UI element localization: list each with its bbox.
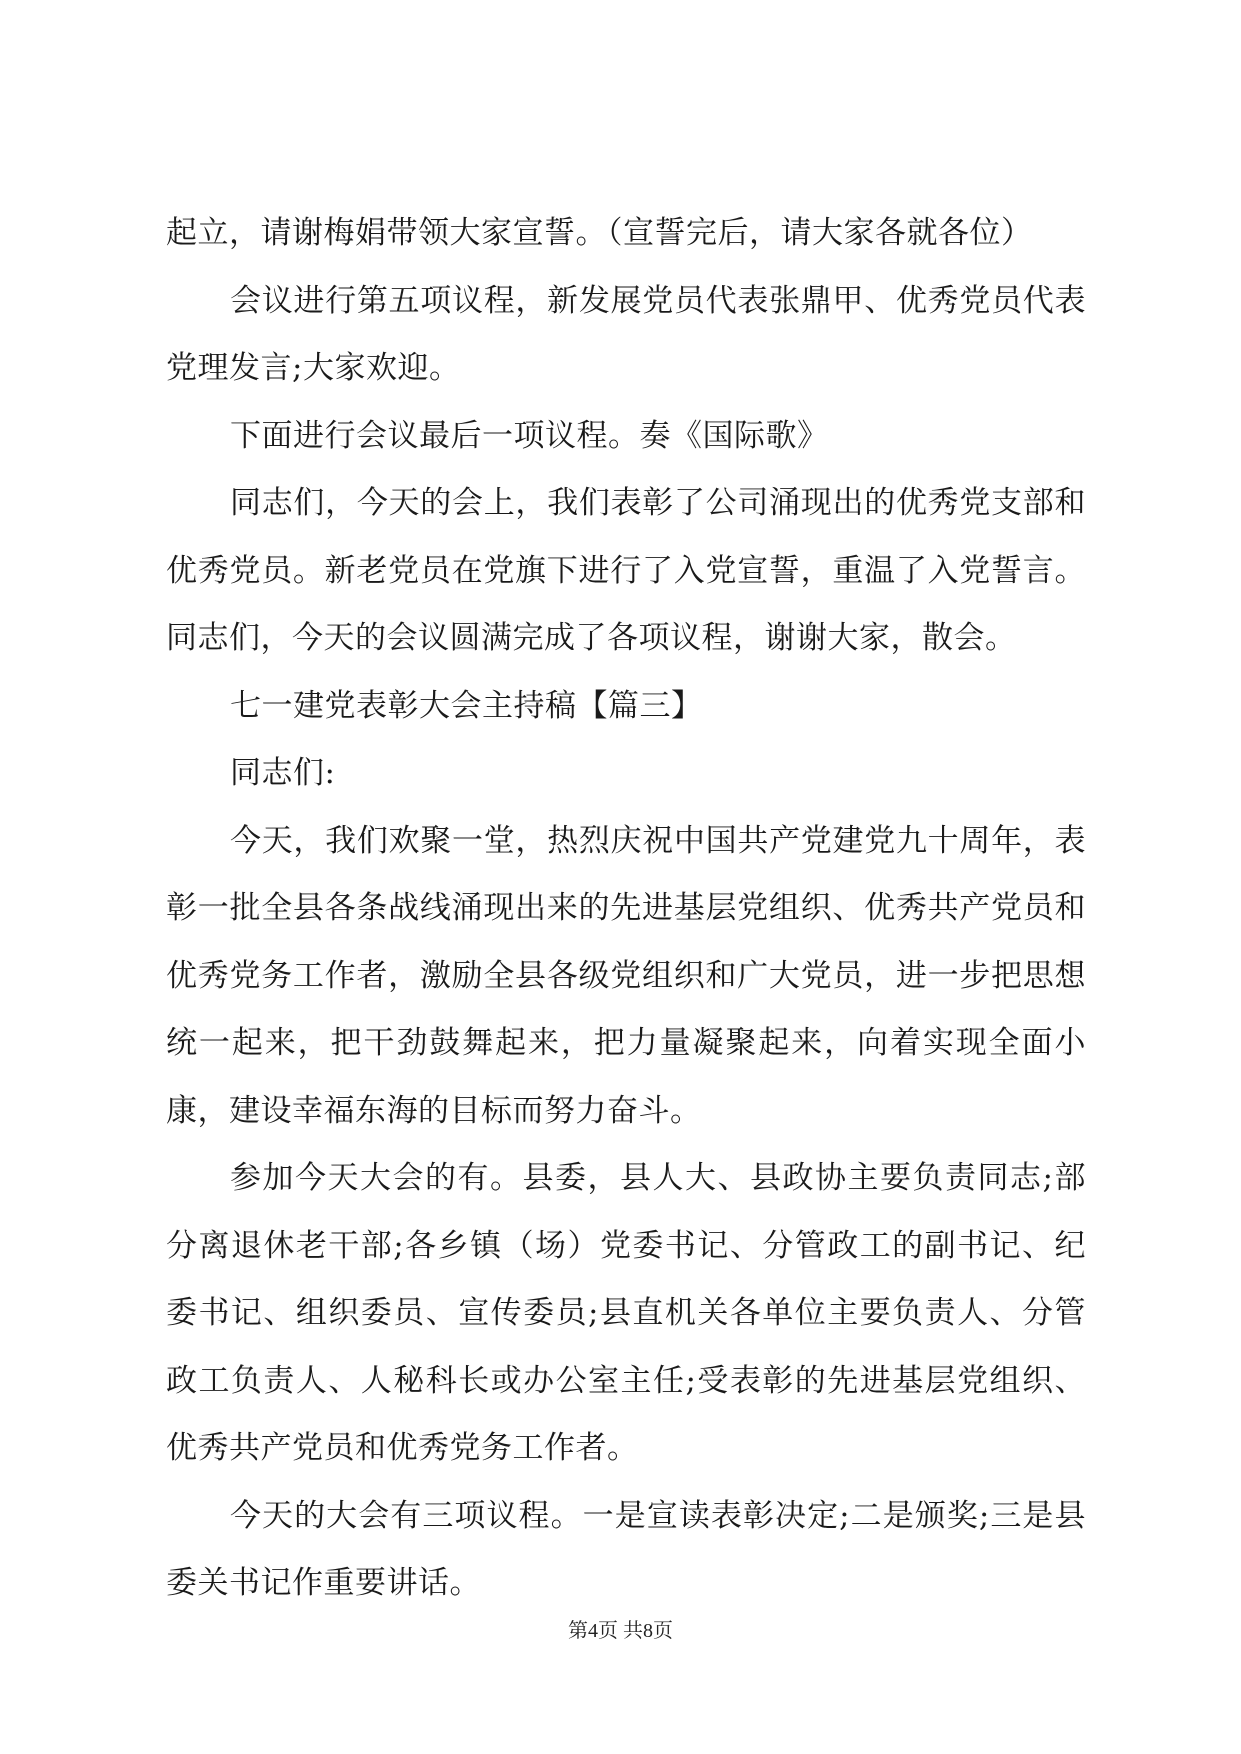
salutation: 同志们: <box>230 755 336 791</box>
paragraph-4: 同志们，今天的会上，我们表彰了公司涌现出的优秀党支部和优秀党员。新老党员在党旗下进行了入党宣誓，重温了入党誓言。同志们，今天的会议圆满完成了各项议程，谢谢大家，散会。 <box>166 485 1086 656</box>
paragraph-2: 会议进行第五项议程，新发展党员代表张鼎甲、优秀党员代表党理发言;大家欢迎。 <box>166 282 1086 386</box>
paragraph-9: 今天的大会有三项议程。一是宣读表彰决定;二是颁奖;三是县委关书记作重要讲话。 <box>166 1497 1086 1601</box>
paragraph-7: 今天，我们欢聚一堂，热烈庆祝中国共产党建党九十周年，表彰一批全县各条战线涌现出来的先进基层党组织、优秀共产党员和优秀党务工作者，激励全县各级党组织和广大党员，进一步把思想统一起来，把干劲鼓舞起来，把力量凝聚起来，向着实现全面小康，建设幸福东海的目标而努力奋斗。 <box>166 822 1086 1129</box>
document-body <box>166 200 1086 1618</box>
section-heading: 七一建党表彰大会主持稿【篇三】 <box>230 687 703 724</box>
paragraph-8: 参加今天大会的有。县委，县人大、县政协主要负责同志;部分离退休老干部;各乡镇（场）党委书记、分管政工的副书记、纪委书记、组织委员、宣传委员;县直机关各单位主要负责人、分管政工负责人、人秘科长或办公室主任;受表彰的先进基层党组织、优秀共产党员和优秀党务工作者。 <box>166 1160 1086 1466</box>
page-number-footer: 第4页 共8页 <box>568 1620 673 1642</box>
paragraph-3: 下面进行会议最后一项议程。奏《国际歌》 <box>230 417 829 454</box>
paragraph-1: 起立，请谢梅娟带领大家宣誓。（宣誓完后，请大家各就各位） <box>166 215 1033 251</box>
